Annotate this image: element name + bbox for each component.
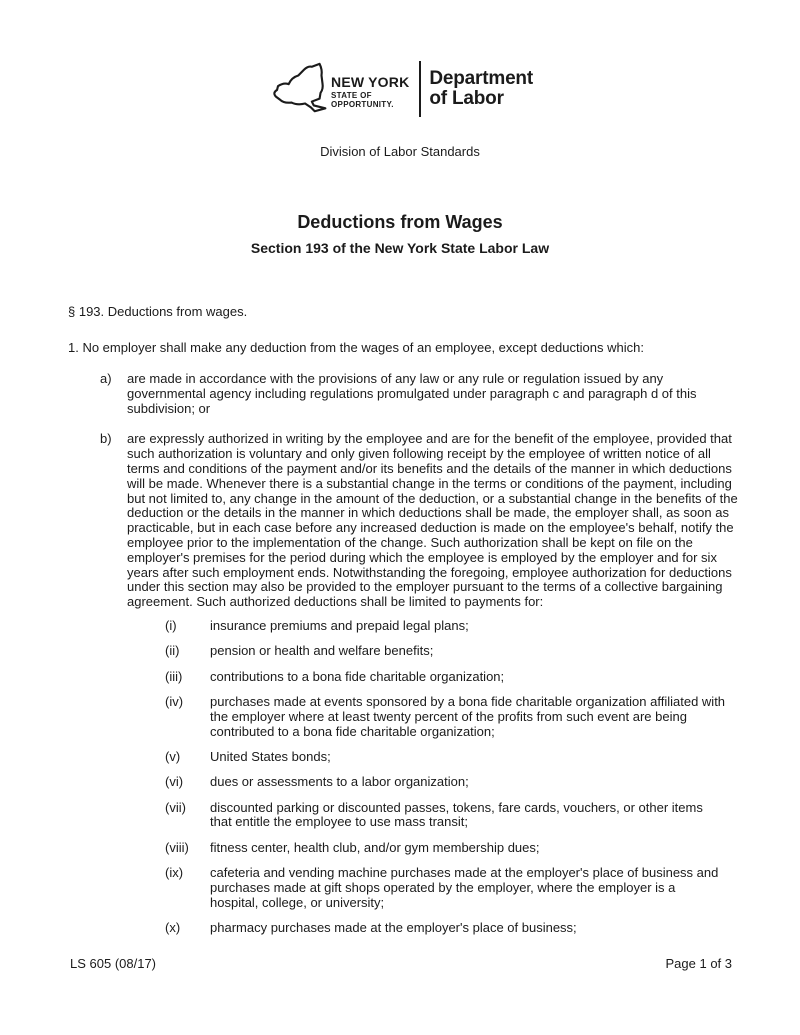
list-item-viii bbox=[68, 841, 740, 856]
document-body bbox=[0, 305, 800, 936]
sub-item-text: fitness center, health club, and/or gym membership dues; bbox=[210, 839, 540, 855]
page-indicator: Page 1 of 3 bbox=[665, 956, 732, 971]
nys-dol-logo bbox=[267, 60, 533, 118]
roman-numeral-list bbox=[68, 619, 740, 936]
form-number: LS 605 (08/17) bbox=[70, 956, 157, 971]
sub-item-label: (iv) bbox=[165, 694, 184, 710]
list-item-i bbox=[68, 619, 740, 634]
list-item-text: are expressly authorized in writing by the employee and are for the benefit of the employee, provided that such authorization is voluntary and only given following receipt by the employee of written notice of all terms and conditions of the payment and/or its benefits and the details of the manner in which deductions will be made. Whenever there is a substantial change in the terms or conditions of the payment, including but not limited to, any change in the amount of the deduction, or a substantial change in the benefits of the deduction or the details in the manner in which deductions shall be made, the employer shall, as soon as practicable, but in each case before any increased deduction is made on the employee's behalf, notify the employee prior to the implementation of the change. Such authorization shall be kept on file on the employer's premises for the period during which the employee is employed by the employer and for six years after such employment ends. Notwithstanding the foregoing, employee authorization for deductions under this section may also be provided to the employer pursuant to the terms of a collective bargaining agreement. Such authorized deductions shall be limited to payments for: bbox=[127, 431, 738, 610]
list-item-vi bbox=[68, 775, 740, 790]
logo-department-text bbox=[429, 69, 533, 109]
list-item-ix bbox=[68, 866, 740, 910]
list-item-label: b) bbox=[100, 431, 112, 447]
document-header bbox=[0, 0, 800, 118]
list-item-x bbox=[68, 921, 740, 936]
document-footer bbox=[70, 957, 732, 972]
list-item-iv bbox=[68, 695, 740, 739]
list-item-iii bbox=[68, 670, 740, 685]
sub-item-label: (x) bbox=[165, 919, 181, 935]
intro-paragraph: 1. No employer shall make any deduction from the wages of an employee, except deductions which: bbox=[68, 340, 644, 356]
sub-item-text: dues or assessments to a labor organization; bbox=[210, 774, 469, 790]
logo-dept-line1: Department bbox=[429, 68, 533, 90]
list-item-ii bbox=[68, 644, 740, 659]
sub-item-text: discounted parking or discounted passes, tokens, fare cards, vouchers, or other items that entitle the employee to use mass transit; bbox=[210, 799, 703, 830]
logo-dept-line2: of Labor bbox=[429, 88, 504, 109]
sub-item-label: (viii) bbox=[165, 839, 189, 855]
section-heading: § 193. Deductions from wages. bbox=[68, 304, 248, 320]
list-item-b bbox=[68, 432, 740, 610]
list-item-a bbox=[68, 372, 740, 416]
sub-item-label: (v) bbox=[165, 748, 181, 764]
sub-item-label: (ix) bbox=[165, 865, 184, 881]
sub-item-text: pension or health and welfare benefits; bbox=[210, 643, 434, 659]
sub-item-text: contributions to a bona fide charitable organization; bbox=[210, 668, 505, 684]
logo-state-of-text: STATE OF bbox=[331, 90, 372, 100]
sub-item-label: (ii) bbox=[165, 643, 180, 659]
page-title: Deductions from Wages bbox=[297, 211, 503, 232]
sub-item-text: insurance premiums and prepaid legal plans; bbox=[210, 618, 469, 634]
sub-item-text: cafeteria and vending machine purchases made at the employer's place of business and purchases made at gift shops operated by the employer, where the employer is a hospital, college, or university; bbox=[210, 865, 719, 910]
sub-item-text: purchases made at events sponsored by a bona fide charitable organization affiliated with the employer where at least twenty percent of the profits from such event are being contributed to a bona fide charitable organization; bbox=[210, 694, 726, 739]
logo-new-york-text: NEW YORK bbox=[331, 73, 410, 90]
logo-opportunity-text: OPPORTUNITY. bbox=[331, 99, 394, 109]
logo-brand-text bbox=[331, 75, 409, 109]
list-item-v bbox=[68, 750, 740, 765]
sub-item-label: (i) bbox=[165, 618, 177, 634]
list-item-label: a) bbox=[100, 370, 112, 386]
sub-item-label: (iii) bbox=[165, 668, 183, 684]
page-subtitle: Section 193 of the New York State Labor Law bbox=[250, 240, 550, 257]
list-item-vii bbox=[68, 801, 740, 831]
sub-item-text: United States bonds; bbox=[210, 748, 331, 764]
sub-item-text: pharmacy purchases made at the employer's place of business; bbox=[210, 919, 577, 935]
logo-divider bbox=[419, 61, 421, 117]
list-item-text: are made in accordance with the provisions of any law or any rule or regulation issued by any governmental agency including regulations promulgated under paragraph c and paragraph d of this subdivision; or bbox=[127, 370, 697, 416]
sub-item-label: (vi) bbox=[165, 774, 184, 790]
division-heading: Division of Labor Standards bbox=[320, 144, 480, 159]
sub-item-label: (vii) bbox=[165, 799, 186, 815]
